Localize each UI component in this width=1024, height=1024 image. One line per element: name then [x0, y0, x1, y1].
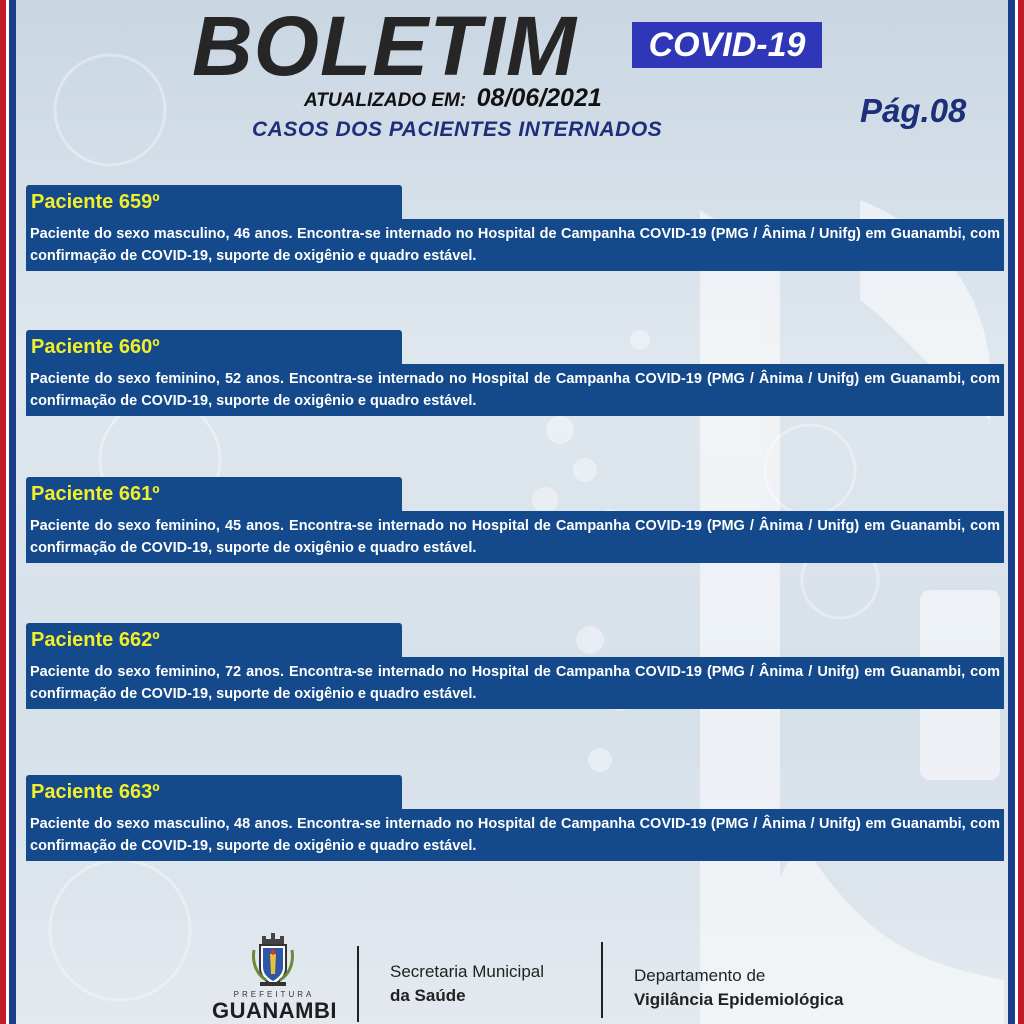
- patient-title: Paciente 660º: [26, 330, 402, 364]
- departamento-line2: Vigilância Epidemiológica: [634, 990, 844, 1009]
- patient-description: Paciente do sexo masculino, 48 anos. Encontra-se internado no Hospital de Campanha COVID-19 (PMG / Ânima / Unifg) em Guanambi, com confirmação de COVID-19, suporte de oxigênio e quadro estável.: [26, 809, 1004, 861]
- covid-tag: COVID-19: [632, 22, 822, 68]
- page-number: Pág.08: [860, 92, 967, 129]
- patient-card: [26, 775, 1004, 861]
- patient-title: Paciente 659º: [26, 185, 402, 219]
- updated-date: 08/06/2021: [476, 84, 602, 112]
- secretaria-line2: da Saúde: [390, 986, 466, 1005]
- patient-title: Paciente 661º: [26, 477, 402, 511]
- patient-title: Paciente 663º: [26, 775, 402, 809]
- patient-description: Paciente do sexo feminino, 45 anos. Encontra-se internado no Hospital de Campanha COVID-19 (PMG / Ânima / Unifg) em Guanambi, com confirmação de COVID-19, suporte de oxigênio e quadro estável.: [26, 511, 1004, 563]
- patient-description: Paciente do sexo masculino, 46 anos. Encontra-se internado no Hospital de Campanha COVID-19 (PMG / Ânima / Unifg) em Guanambi, com confirmação de COVID-19, suporte de oxigênio e quadro estável.: [26, 219, 1004, 271]
- footer-divider: [357, 946, 359, 1022]
- departamento-line1: Departamento de: [634, 966, 766, 985]
- prefeitura-logo: [212, 930, 336, 1024]
- patient-description: Paciente do sexo feminino, 72 anos. Encontra-se internado no Hospital de Campanha COVID-19 (PMG / Ânima / Unifg) em Guanambi, com confirmação de COVID-19, suporte de oxigênio e quadro estável.: [26, 657, 1004, 709]
- prefeitura-label: PREFEITURA: [233, 990, 315, 999]
- patient-title: Paciente 662º: [26, 623, 402, 657]
- city-name: GUANAMBI: [212, 998, 337, 1023]
- patient-description: Paciente do sexo feminino, 52 anos. Encontra-se internado no Hospital de Campanha COVID-19 (PMG / Ânima / Unifg) em Guanambi, com confirmação de COVID-19, suporte de oxigênio e quadro estável.: [26, 364, 1004, 416]
- updated-label: ATUALIZADO EM:: [304, 90, 467, 111]
- patient-card: [26, 623, 1004, 709]
- secretaria-line1: Secretaria Municipal: [390, 962, 545, 981]
- footer-divider: [601, 942, 603, 1018]
- patient-card: [26, 330, 1004, 416]
- page-subtitle: CASOS DOS PACIENTES INTERNADOS: [252, 118, 663, 141]
- updated-line: [304, 84, 602, 113]
- bulletin-title: BOLETIM: [192, 0, 577, 93]
- patient-card: [26, 185, 1004, 271]
- guanambi-crest-icon: [246, 930, 300, 988]
- patient-card: [26, 477, 1004, 563]
